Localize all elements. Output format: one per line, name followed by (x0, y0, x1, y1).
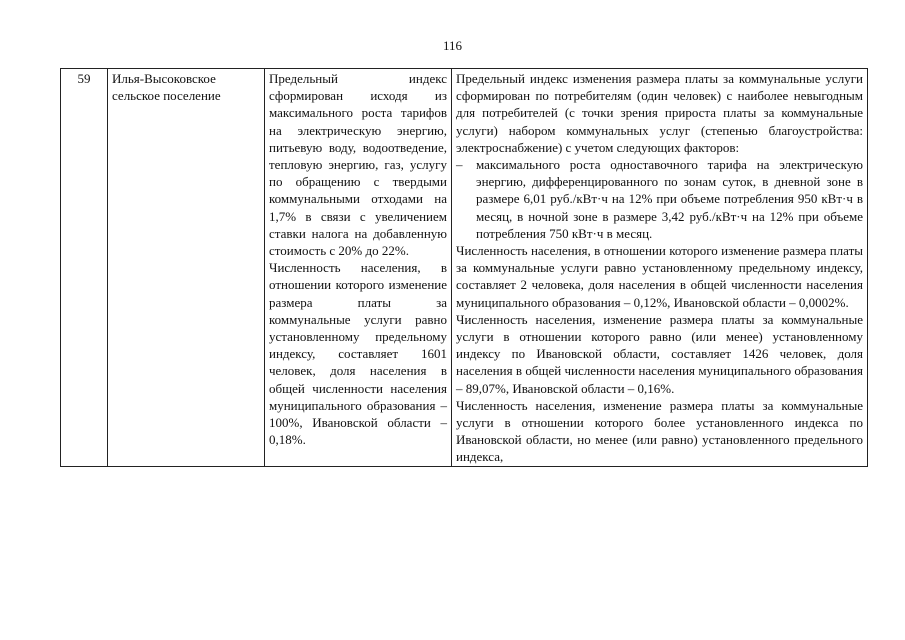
basis-paragraph: Численность населения, в отношении которого изменение размера платы за коммунальные услуги равно установленному предельному индексу, составляет 1601 человек, доля населения в общей численности населения муниципального образования – 100%, Ивановской области – 0,18%. (269, 260, 447, 448)
tariff-index-table (60, 68, 868, 467)
municipality-name: Илья-Высоковское сельское поселение (112, 71, 221, 104)
factor-text: максимального роста одноставочного тарифа на электрическую энергию, дифференцированного по зонам суток, в дневной зоне в размере 6,01 руб./кВт·ч на 12% при объеме потребления 950 кВт·ч в месяц, в ночной зоне в размере 3,42 руб./кВт·ч на 12% при объеме потребления 750 кВт·ч в месяц. (476, 157, 863, 241)
page-number: 116 (442, 38, 463, 53)
index-description-cell (452, 69, 868, 467)
table-row (61, 69, 868, 467)
description-paragraph: Численность населения, изменение размера платы за коммунальные услуги в отношении которого равно (или менее) установленному индексу по Ивановской области, составляет 1426 человек, доля населения в общей численности населения муниципального образования – 89,07%, Ивановской области – 0,16%. (456, 311, 863, 396)
description-paragraph: Численность населения, изменение размера платы за коммунальные услуги в отношении которого более установленного индекса по Ивановской области, но менее (или равно) установленного предельного индекса, (456, 397, 863, 465)
municipality-cell (108, 69, 265, 467)
description-intro: Предельный индекс изменения размера платы за коммунальные услуги сформирован по потребителям (один человек) с наиболее невыгодным для потребителей (с точки зрения прироста платы за коммунальные услуги) набором коммунальных услуг (степенью благоустройства: электроснабжение) с учетом следующих факторов: (456, 71, 863, 155)
row-number: 59 (77, 71, 91, 86)
index-basis-cell (265, 69, 452, 467)
row-number-cell (61, 69, 108, 467)
description-paragraph: Численность населения, в отношении которого изменение размера платы за коммунальные услуги равно установленному предельному индексу, составляет 2 человека, доля населения в общей численности населения муниципального образования – 0,12%, Ивановской области – 0,0002%. (456, 243, 863, 310)
bullet-dash: – (456, 157, 463, 173)
basis-paragraph: Предельный индекс сформирован исходя из максимального роста тарифов на электрическую энергию, питьевую воду, водоотведение, тепловую энергию, газ, услугу по обращению с твердыми коммунальными отходами на 1,7% в связи с увеличением ставки налога на добавленную стоимость с 20% до 22%. (269, 71, 447, 259)
factor-list-item (456, 156, 863, 242)
